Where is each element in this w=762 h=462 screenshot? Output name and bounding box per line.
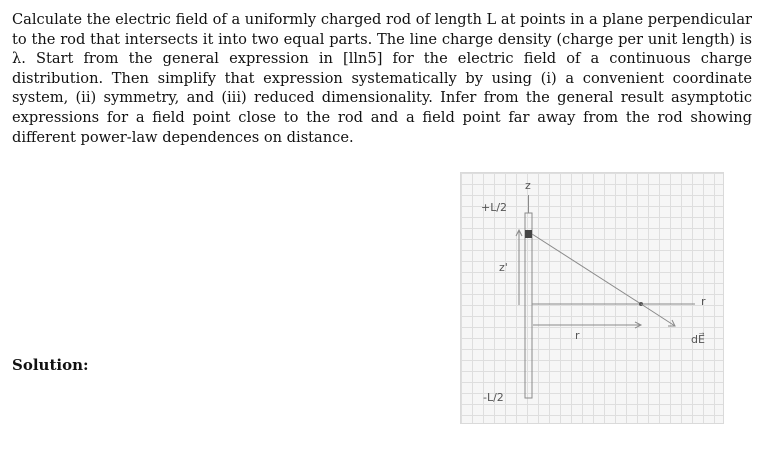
solution-label: Solution: [12, 356, 89, 374]
r-distance-label: r [575, 329, 580, 342]
rod-diagram [460, 172, 724, 424]
z-prime-label: z' [499, 261, 508, 274]
r-axis-label: r [701, 295, 706, 308]
top-end-label: +L/2 [481, 201, 508, 214]
problem-statement: Calculate the electric field of a uniformly charged rod of length L at points in a plane perpendicular to the rod that intersects it into two equal parts. The line charge density (charge per unit length) is λ. Start from the general expression in [lln5] for the electric field of a continuous charge distribution. Then simplify that expression systematically by using (i) a convenient coordinate system, (ii) symmetry, and (iii) reduced dimensionality. Infer from the general result asymptotic expressions for a field point close to the rod and a field point far away from the rod showing different power-law dependences on distance. [12, 11, 752, 146]
bottom-end-label: -L/2 [483, 391, 504, 404]
dE-vector [641, 304, 675, 326]
separation-line [532, 234, 641, 304]
z-axis-label: z [525, 179, 531, 192]
rod-diagram-svg [461, 173, 723, 423]
charged-rod [525, 213, 532, 398]
dE-label: dE⃗ [691, 333, 705, 346]
charge-element [525, 230, 532, 238]
